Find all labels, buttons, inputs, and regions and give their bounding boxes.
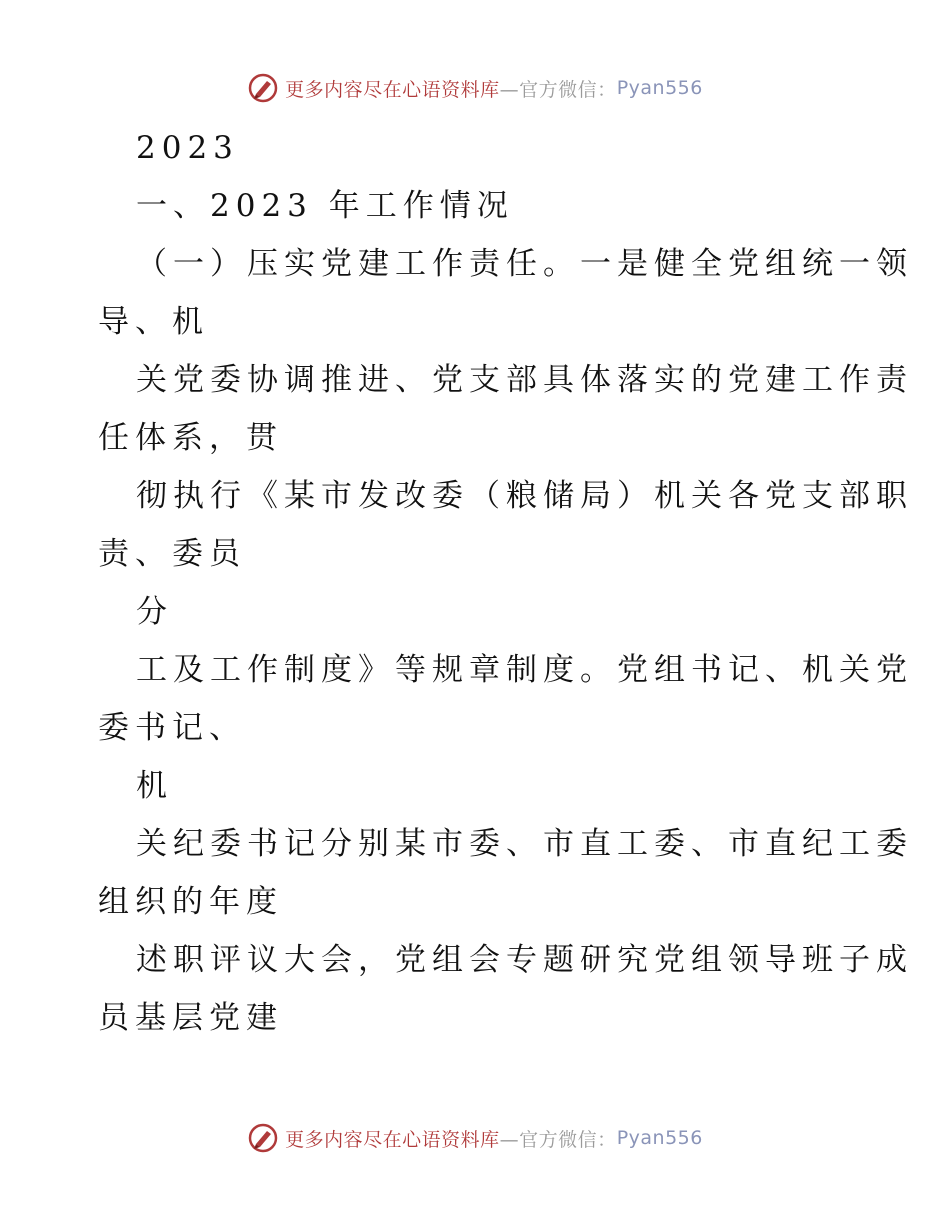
watermark-dash-text: —官方微信： bbox=[499, 78, 617, 101]
watermark-id-text: Pyan556 bbox=[616, 1127, 703, 1149]
doc-line: 员基层党建 bbox=[98, 1000, 283, 1036]
doc-line: （一）压实党建工作责任。一是健全党组统一领 bbox=[136, 246, 913, 282]
doc-line: 关党委协调推进、党支部具体落实的党建工作责 bbox=[136, 362, 913, 398]
pen-logo-icon bbox=[247, 1122, 279, 1154]
doc-line: 述职评议大会，党组会专题研究党组领导班子成 bbox=[136, 942, 913, 978]
header-watermark bbox=[0, 72, 950, 104]
doc-line: 责、委员 bbox=[98, 536, 246, 572]
doc-line: 导、机 bbox=[98, 304, 209, 340]
document-body bbox=[98, 124, 913, 1052]
doc-line: 任体系，贯 bbox=[98, 420, 283, 456]
doc-line: 委书记、 bbox=[98, 710, 246, 746]
pen-logo-icon bbox=[247, 72, 279, 104]
watermark-main-text: 更多内容尽在心语资料库 bbox=[285, 1128, 500, 1151]
doc-line: 一、2023 年工作情况 bbox=[136, 188, 514, 224]
watermark-id-text: Pyan556 bbox=[616, 77, 703, 99]
watermark-main-text: 更多内容尽在心语资料库 bbox=[285, 78, 500, 101]
doc-line: 机 bbox=[136, 768, 173, 804]
footer-watermark bbox=[0, 1122, 950, 1154]
doc-line: 组织的年度 bbox=[98, 884, 283, 920]
doc-line: 工及工作制度》等规章制度。党组书记、机关党 bbox=[136, 652, 913, 688]
watermark-dash-text: —官方微信： bbox=[499, 1128, 617, 1151]
doc-line: 关纪委书记分别某市委、市直工委、市直纪工委 bbox=[136, 826, 913, 862]
doc-line: 分 bbox=[136, 594, 173, 630]
doc-line: 彻执行《某市发改委（粮储局）机关各党支部职 bbox=[136, 478, 913, 514]
doc-line: 2023 bbox=[136, 130, 239, 166]
